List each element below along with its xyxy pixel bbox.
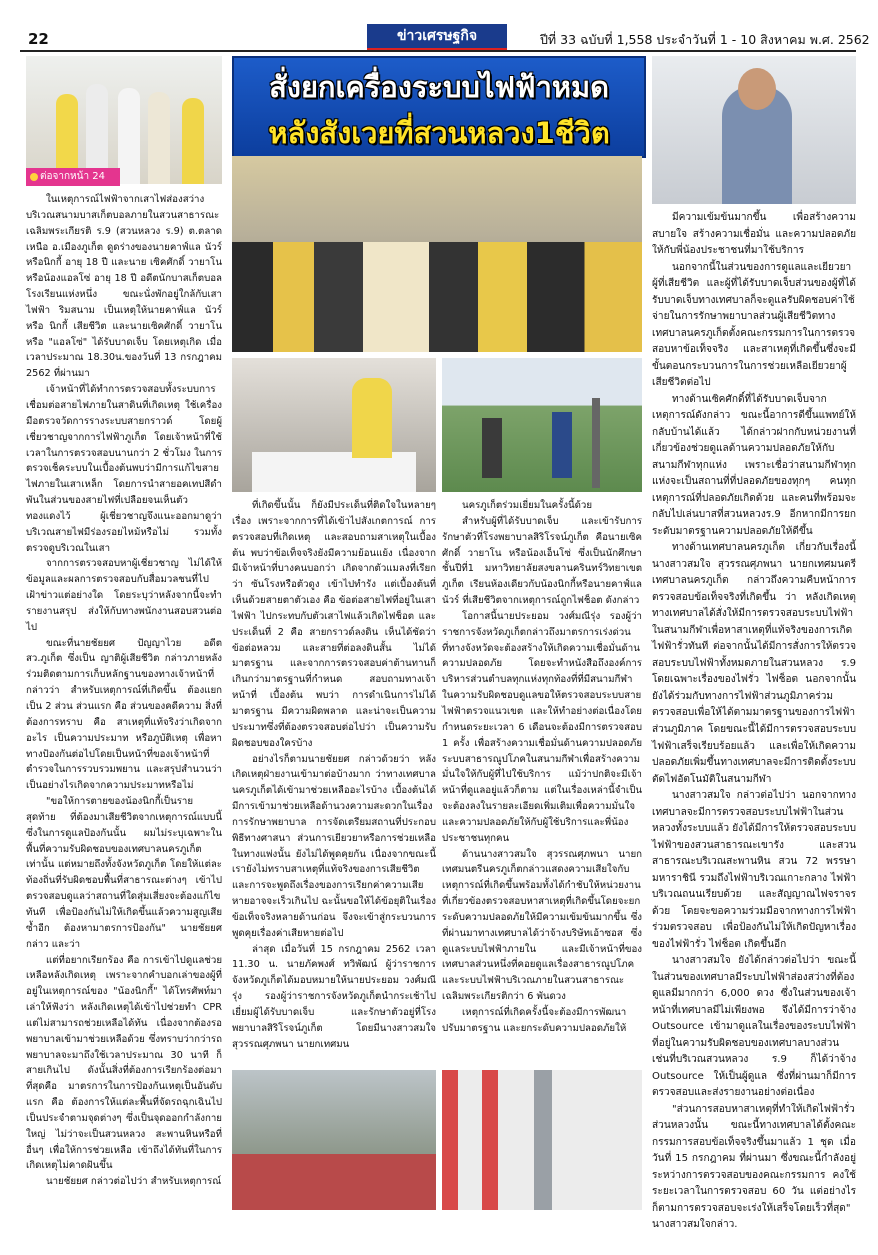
photo-bedside-visit [232, 358, 436, 492]
paragraph: เหตุการณ์ที่เกิดครั้งนี้จะต้องมีการพัฒนาปรับมาตรฐาน และยกระดับความปลอดภัยให้ [442, 1007, 627, 1034]
paragraph: "ส่วนการสอบหาสาเหตุที่ทำให้เกิดไฟฟ้ารั่วส่วนหลวงนั้น ขณะนี้ทางเทศบาลได้ตั้งคณะกรรมการสอบข้อเท็จจริงขึ้นมาแล้ว 1 ชุด เมื่อวันที่ 15 กรกฎาคม ที่ผ่านมา ซึ่งขณะนี้กำลังอยู่ระหว่างการตรวจสอบของคณะกรรมการ คงใช้ระยะเวลาในการตรวจสอบ 60 วัน แต่อย่างไรก็ตามการตรวจสอบจะเร่งให้เสร็จโดยเร็วที่สุด" นางสาวสมใจกล่าว. [652, 1103, 856, 1231]
paragraph: ทางด้านเทศบาลนครภูเก็ต เกี่ยวกับเรื่องนี้ นางสาวสมใจ สุวรรณศุภพนา นายกเทศมนตรีเทศบาลนครภูเก็ต กล่าวถึงความคืบหน้าการตรวจสอบข้อเท็จจริงที่เกิดขึ้น ว่า หลังเกิดเหตุทางเทศบาลได้สั่งให้มีการตรวจสอบระบบไฟฟ้าในสนามกีฬาเพื่อหาสาเหตุที่แท้จริงของการเกิดไฟฟ้ารั่วทันที ต่อจากนั้นได้มีการสั่งการให้ตรวจสอบระบบไฟฟ้าทั้งหมดภายในสวนหลวง ร.9 โดยเฉพาะเรื่องของไฟรั่ว ไฟช็อต นอกจากนั้นยังได้ร่วมกับทางการไฟฟ้าส่วนภูมิภาคร่วมตรวจสอบเพื่อให้ได้ตามมาตรฐานของการไฟฟ้าส่วนภูมิภาค โดยขณะนี้ได้มีการตรวจสอบระบบไฟฟ้าเสร็จเรียบร้อยแล้ว และเพื่อให้เกิดความปลอดภัยเพิ่มขึ้นทางเทศบาลจะมีการติดตั้งระบบตัดไฟอัตโนมัติในสนามกีฬา [652, 542, 856, 785]
paragraph: นายชัยยศ กล่าวต่อไปว่า สำหรับเหตุการณ์ [46, 1176, 222, 1188]
photo-group-handover [232, 156, 642, 352]
paragraph: ในเหตุการณ์ไฟฟ้าจากเสาไฟส่องสว่างบริเวณสนามบาสเก็ตบอลภายในสวนสาธารณะเฉลิมพระเกียรติ ร.9 (สวนหลวง ร.9) ต.ตลาดเหนือ อ.เมืองภูเก็ต ดูดร่างของนายคาฟ์แล นัวร์ หรือนิกกี้ อายุ 18 ปี และนาย เซิคศักดิ์ วายาโน หรือน้องแอลโซ่ อายุ 18 ปี อดีตนักบาสเก็ตบอลโรงเรียนแห่งหนึ่ง ขณะนั่งพักอยู่ใกล้กับเสาไฟฟ้า ริมสนาม เป็นเหตุให้นายคาฟ์แล นัวร์ หรือ นิกกี้ เสียชีวิต และนายเซิคศักดิ์ วายาโน หรือ "แอลโซ่" ได้รับบาดเจ็บ โดยเหตุเกิด เมื่อเวลาประมาณ 18.30น.ของวันที่ 13 กรกฎาคม 2562 ที่ผ่านมา [26, 194, 222, 380]
issue-line: ปีที่ 33 ฉบับที่ 1,558 ประจำวันที่ 1 - 10 สิงหาคม พ.ศ. 2562 [540, 32, 870, 47]
paragraph: ทางด้านเซิคศักดิ์ที่ได้รับบาดเจ็บจากเหตุการณ์ดังกล่าว ขณะนี้อาการดีขึ้นแพทย์ให้กลับบ้านได้แล้ว ได้กล่าวฝากกับหน่วยงานที่เกี่ยวข้องช่วยดูแลด้านความปลอดภัยให้กับสนามกีฬาทุกแห่ง เพราะเชื่อว่าสนามกีฬาทุกแห่งจะเป็นสถานที่ที่ปลอดภัยของทุกๆ คนทุกเหตุการณ์ที่ปลอดภัยเกิดด้วย และคนที่พร้อมจะกลับไปเล่นบาสที่สวนหลวงร.9 อีกหากมีการยกระดับมาตรฐานความปลอดภัยให้ดีขึ้น [652, 393, 856, 537]
paragraph: นครภูเก็ตร่วมเยี่ยมในครั้งนี้ด้วย [462, 500, 593, 511]
header-rule [20, 50, 856, 52]
article-column-1 [26, 192, 222, 1190]
headline-line-2: หลังสังเวยที่สวนหลวง1ชีวิต [268, 116, 610, 150]
headline-banner [232, 56, 646, 158]
photo-patient-hospital [652, 56, 856, 204]
tag-dot-icon [30, 173, 38, 181]
paragraph: อย่างไรก็ตามนายชัยยศ กล่าวด้วยว่า หลังเกิดเหตุฝ่ายงานเข้ามาต่อบ้างมาก ว่าทางเทศบาลนครภูเก็ตได้เข้ามาช่วยเหลืออะไรบ้าง เบื้องต้นได้มีการเข้ามาช่วยเหลือด้านวงความสะดวกในเรื่องการรักษาพยาบาล การจัดเตรียมสถานที่ประกอบพิธีทางศาสนา ส่วนการเยียวยาหรือการช่วยเหลือในทางแพ่งนั้น ยังไม่ได้พูดคุยกัน เนื่องจากขณะนี้เรายังไม่ทราบสาเหตุที่แท้จริงของการเสียชีวิต และการจะพูดถึงเรื่องของการเรียกค่าความเสียหายอาจจะเร็วเกินไป ฉะนั้นขอให้ได้ข้อยุติในเรื่องข้อเท็จจริงหลายด้านก่อน จึงจะเข้าสู่กระบวนการพูดคุยเรื่องค่าเสียหายต่อไป [232, 753, 436, 939]
article-column-3 [442, 498, 642, 1037]
continued-tag: ต่อจากหน้า 24 [26, 168, 120, 186]
paragraph: ล่าสุด เมื่อวันที่ 15 กรกฎาคม 2562 เวลา 11.30 น. นายภัคพงศ์ ทวิพัฒน์ ผู้ว่าราชการจังหวัดภูเก็ตได้มอบหมายให้นายประยอม วงศ์มณีรุ่ง รองผู้ว่าราชการจังหวัดภูเก็ตนำกระเช้าไปเยี่ยมผู้ได้รับบาดเจ็บ และรักษาตัวอยู่ที่โรงพยาบาลสิริโรจน์ภูเก็ต โดยมีนางสาวสมใจ สุวรรณศุภพนา นายกเทศมน [232, 943, 436, 1050]
paragraph: โอกาสนี้นายประยอม วงศ์มณีรุ่ง รองผู้ว่าราชการจังหวัดภูเก็ตกล่าวถึงมาตรการเร่งด่วนที่ทางจังหวัดจะต้องสร้างให้เกิดความเชื่อมั่นด้านความปลอดภัย โดยจะทำหนังสือถึงองค์การบริหารส่วนตำบลทุกแห่งทุกท้องที่ที่มีสนามกีฬาในความรับผิดชอบดูแลขอให้ตรวจสอบระบบสายไฟฟ้าตรวจแนวเขต และให้ทำอย่างต่อเนื่องโดยกำหนดระยะเวลา 6 เดือนจะต้องมีการตรวจสอบ 1 ครั้ง เพื่อสร้างความเชื่อมั่นด้านความปลอดภัยระบบสาธารณูปโภคในสนามกีฬาเพื่อสร้างความมั่นใจให้กับผู้ที่ไปใช้บริการ แม้ว่าปกติจะมีเจ้าหน้าที่ดูแลอยู่แล้วก็ตาม แต่ในเรื่องเหล่านี้จำเป็นจะต้องลงในรายละเอียดเพิ่มเติมเพื่อความมั่นใจ และความปลอดภัยให้กับผู้ใช้บริการและพี่น้องประชาชนทุกคน [442, 610, 642, 844]
paragraph: ที่เกิดขึ้นนั้น ก็ยังมีประเด็นที่ติดใจในหลายๆ เรื่อง เพราะจากการที่ได้เข้าไปสังเกตการณ์ การตรวจสอบที่เกิดเหตุ และสอบถามสาเหตุในเบื้องต้น พบว่าข้อเท็จจริงยังมีความย้อนแย้ง เนื่องจากมีเจ้าหน้าที่บางคนบอกว่า เกิดจากตัวแมลงที่เรียกว่า ซันโรงหรือตัวดูง เข้าไปทำรัง แต่เบื้องต้นที่เห็นด้วยสายตาตัวเอง คือ ข้อต่อสายไฟที่อยู่ในเสาไฟฟ้า ไปกระทบกับตัวเสาไฟแล้วเกิดไฟช็อต และประเด็นที่ 2 คือ สายกราวด์ลงดิน เห็นได้ชัดว่า ข้อต่อหลวม และสายที่ต่อลงดินสั้น ไม่ได้มาตรฐาน และจากการตรวจสอบค่าต้านทานก็เกินกว่ามาตรฐานที่กำหนด สอบถามทางเจ้าหน้าที่ เบื้องต้น พบว่า การดำเนินการไม่ได้มาตรฐาน มีความผิดพลาด และน่าจะเป็นความประมาทซึ่งที่ต้องตรวจสอบต่อไปว่า เป็นความรับผิดชอบของใครบ้าง [232, 500, 436, 749]
paragraph: จากการตรวจสอบหาผู้เชี่ยวชาญ ไม่ได้ให้ข้อมูลและผลการตรวจสอบกับสื่อมวลชนที่ไปเฝ้าข่าวแต่อย่างใด โดยระบุว่าหลังจากนี้จะทำรายงานสรุป ส่งให้กับทางพนักงานสอบสวนต่อไป [26, 558, 222, 633]
paragraph: "ขอให้การตายของน้องนิกกี้เป็นรายสุดท้าย ที่ต้องมาเสียชีวิตจากเหตุการณ์แบบนี้ ซึ่งในการดูแลป้องกันนั้น ผมไม่ระบุเฉพาะในพื้นที่ความรับผิดชอบของเทศบาลนครภูเก็ตเท่านั้น แต่หมายถึงทั้งจังหวัดภูเก็ต โดยให้แต่ละท้องถิ่นที่รับผิดชอบพื้นที่สาธารณะต่างๆ เข้าไปตรวจสอบดูแลว่าสถานที่ใดสุ่มเสี่ยงจะต้องแก้ไขทันที เพื่อป้องกันไม่ให้เกิดขึ้นแล้วความสูญเสียซ้ำอีก ต้องหามาตรการป้องกัน" นายชัยยศกล่าว และว่า [26, 796, 222, 950]
paragraph: มีความเข้มข้นมากขึ้น เพื่อสร้างความสบายใจ สร้างความเชื่อมั่น และความปลอดภัยให้กับพี่น้องประชาชนที่มาใช้บริการ [652, 212, 856, 257]
photo-officials-visit [26, 56, 222, 184]
photo-light-pole [442, 1070, 642, 1210]
paragraph: ขณะที่นายชัยยศ ปัญญาไวย อดีต สว.ภูเก็ต ซึ่งเป็น ญาติผู้เสียชีวิต กล่าวภายหลังร่วมติดตามการเก็บหลักฐานของทางเจ้าหน้าที่ กล่าวว่า สำหรับเหตุการณ์ที่เกิดขึ้น ต้องแยกเป็น 2 ส่วน ส่วนแรก คือ ส่วนของคดีความ สิ่งที่ต้องการทราบ คือ สาเหตุที่แท้จริงว่าเกิดจากอะไร เป็นความประมาท หรือภูบัติเหตุ เพื่อหาทางป้องกันต่อไปโดยเป็นหน้าที่ของเจ้าหน้าที่ตำรวจในการรวบรวมพยาน และสรุปสำนวนว่าเป็นอย่างไรเกิดจากความประมาทหรือไม่ [26, 637, 222, 792]
paragraph: สำหรับผู้ที่ได้รับบาดเจ็บ และเข้ารับการรักษาตัวที่โรงพยาบาลสิริโรจน์ภูเก็ต คือนายเซิคศักดิ์ วายาโน หรือน้องเอ็นโซ่ ซึ่งเป็นนักศึกษาชั้นปีที่1 มหาวิทยาลัยสงขลานครินทร์วิทยาเขตภูเก็ต เรียนห้องเดียวกับน้องนิกกี้หรือนายคาฟ์แล นัวร์ ที่เสียชีวิตจากเหตุการณ์ถูกไฟช็อต ดังกล่าว [442, 515, 642, 607]
page-number: 22 [28, 30, 49, 48]
paragraph: เจ้าหน้าที่ได้ทำการตรวจสอบทั้งระบบการเชื่อมต่อสายไฟภายในสาดินที่เกิดเหตุ ใช้เครื่องมือตรวจวัดการรางระบบสายกราวด์ โดยผู้เชี่ยวชาญจากการไฟฟ้าภูเก็ต โดยเจ้าหน้าที่ใช้เวลาในการตรวจสอบนานกว่า 2 ชั่วโมง ในการตรวจเช็คระบบในเบื้องต้นพบว่ามีการแก้ไขสายไฟภายในเสาเหล็ก โดยการนำสายอคเทปสีดำพันในส่วนของสายไฟที่เปลือยจนเห็นตัวทองแดงไว้ ผู้เชี่ยวชาญจึงแนะออกมาดูว่าบริเวณสายไฟมีร่องรอยไหม้หรือไม่ รวมทั้งตรวจดูบริเวณในเสา [26, 384, 222, 554]
paragraph: นางสาวสมใจ ยังได้กล่าวต่อไปว่า ขณะนี้ในส่วนของเทศบาลมีระบบไฟฟ้าส่องสว่างที่ต้องดูแลมีมากกว่า 6,000 ดวง ซึ่งในส่วนของเจ้าหน้าที่เทศบาลมีไม่เพียงพอ จึงได้มีการว่าจ้าง Outsource เข้ามาดูแลในเรื่องของระบบไฟฟ้าที่อยู่ในความรับผิดชอบของเทศบาลบางส่วน เช่นที่บริเวณสวนหลวง ร.9 ก็ได้ว่าจ้าง Outsource ให้เป็นผู้ดูแล ซึ่งที่ผ่านมาก็มีการตรวจสอบและส่งรายงานอย่างต่อเนื่อง [652, 955, 856, 1099]
article-column-2 [232, 498, 436, 1053]
photo-inspection-field [442, 358, 642, 492]
photo-crowd-onsite [232, 1070, 436, 1210]
masthead-logo: ข่าวเศรษฐกิจ [367, 24, 507, 51]
paragraph: แต่ที่อยากเรียกร้อง คือ การเข้าไปดูแลช่วยเหลือหลังเกิดเหตุ เพราะจากคำบอกเล่าของผู้ที่อยู่ในเหตุการณ์ของ "น้องนิกกี้" ได้โทรศัพท์มาเล่าให้ฟังว่า หลังเกิดเหตุได้เข้าไปช่วยทำ CPR แต่ไม่สามารถช่วยเหลือได้ทัน เนื่องจากต้องรอพยาบาลเข้ามาช่วยเหลือด้วย ซึ่งทราบว่ากว่ารถพยาบาลจะมาถึงใช้เวลาประมาณ 30 นาที ก็สายเกินไป ดังนั้นสิ่งที่ต้องการเรียกร้องต่อมาที่สุดคือ มาตรการในการป้องกันเหตุเป็นอันดับแรก คือ ต้องการให้แต่ละพื้นที่จัดรถฉุกเฉินไปเป็นประจำตามจุดต่างๆ ซึ่งเป็นจุดออกกำลังกายใหญ่ ไม่ว่าจะเป็นสวนหลวง สะพานหินหรือที่อื่นๆ เพื่อให้การช่วยเหลือ เข้าถึงได้ทันที่ในการเกิดเหตุไม่คาดฝันขึ้น [26, 954, 222, 1172]
article-column-4 [652, 210, 856, 1234]
paragraph: นางสาวสมใจ กล่าวต่อไปว่า นอกจากทางเทศบาลจะมีการตรวจสอบระบบไฟฟ้าในส่วนหลวงทั้งระบบแล้ว ยังได้มีการให้ตรวจสอบระบบไฟฟ้าของสวนสาธารณะเขารัง และสวนสาธารณะบริเวณสะพานหิน สวน 72 พรรษามหาราชินี รวมถึงไฟฟ้าบริเวณเกาะกลาง ไฟฟ้าบริเวณถนนเรียบด้วย และสัญญาณไฟจราจร ด้วย โดยจะขอความร่วมมือจากทางการไฟฟ้าร่วมตรวจสอบ เพื่อป้องกันไม่ให้เกิดปัญหาเรื่องของไฟฟ้ารั่ว ไฟช็อต เกิดขึ้นอีก [652, 790, 856, 950]
paragraph: นอกจากนี้ในส่วนของการดูแลและเยียวยาผู้ที่เสียชีวิต และผู้ที่ได้รับบาดเจ็บส่วนของผู้ที่ได้รับบาดเจ็บทางเทศบาลก็จะดูแลรับผิดชอบค่าใช้จ่ายในการรักษาพยาบาลส่วนผู้เสียชีวิตทางเทศบาลนครภูเก็ตตั้งคณะกรรมการในการตรวจสอบหาข้อเท็จจริง และสาเหตุที่เกิดขึ้นซึ่งจะมีขั้นตอนกระบวนการในการช่วยเหลือเยียวยาผู้เสียชีวิตต่อไป [652, 261, 856, 389]
headline-line-1: สั่งยกเครื่องระบบไฟฟ้าหมด [269, 70, 609, 104]
paragraph: ด้านนางสาวสมใจ สุวรรณศุภพนา นายกเทศมนตรีนครภูเก็ตกล่าวแสดงความเสียใจกับเหตุการณ์ที่เกิดขึ้นพร้อมทั้งได้กำชับให้หน่วยงานที่เกี่ยวข้องตรวจสอบหาสาเหตุที่เกิดขึ้นโดยจะยกระดับความปลอดภัยให้มีความเข้มข้นมากขึ้น ซึ่งที่ผ่านมาทางเทศบาลได้ว่าจ้างบริษัทเอ้าซอส ซึ่งดูแลระบบไฟฟ้าภายใน และมีเจ้าหน้าที่ของเทศบาลส่วนหนึ่งที่คอยดูแลเรื่องสาธารณูปโภค และระบบไฟฟ้าบริเวณภายในสวนสาธารณะเฉลิมพระเกียรติกว่า 6 พันดวง [442, 848, 642, 1003]
